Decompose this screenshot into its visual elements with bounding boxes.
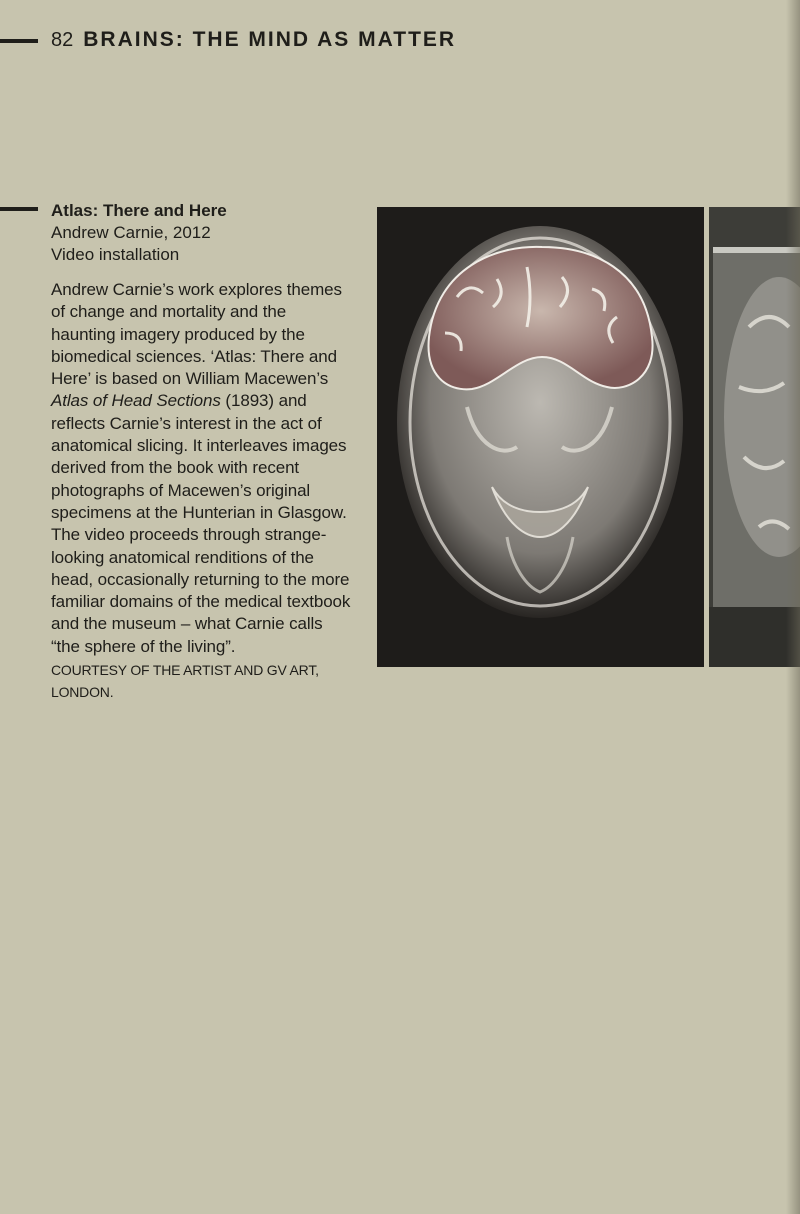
page-number: 82 xyxy=(51,29,74,51)
caption-body-text: (1893) and reflects Carnie’s interest in the act of anatomical slicing. It interleaves images derived from the book with recent photographs of Macewen’s original specimens at the Hunterian in Glasgow. The video proceeds through strange-looking anatomical renditions of the head, occasionally returning to the more familiar domains of the medical textbook and the museum – what Carnie calls “the sphere of the living”. xyxy=(51,391,351,656)
photo-credit: COURTESY OF THE ARTIST AND GV ART, LONDON. xyxy=(51,662,319,701)
section-title: BRAINS: THE MIND AS MATTER xyxy=(83,28,457,51)
caption-body xyxy=(51,279,351,658)
caption-artist-line: Andrew Carnie, 2012 xyxy=(51,223,211,242)
caption-body-text: Andrew Carnie’s work explores themes of change and mortality and the haunting imagery produced by the biomedical sciences. ‘Atlas: There and Here’ is based on William Macewen’s xyxy=(51,280,342,389)
caption-medium: Video installation xyxy=(51,245,180,264)
page-gutter-shadow xyxy=(786,0,800,1214)
figure-caption xyxy=(51,200,351,703)
header-rule xyxy=(0,39,38,43)
caption-rule xyxy=(0,207,38,211)
caption-body-book-title: Atlas of Head Sections xyxy=(51,391,221,411)
running-head xyxy=(51,28,456,52)
caption-title: Atlas: There and Here xyxy=(51,201,227,220)
head-section-image xyxy=(377,207,704,667)
